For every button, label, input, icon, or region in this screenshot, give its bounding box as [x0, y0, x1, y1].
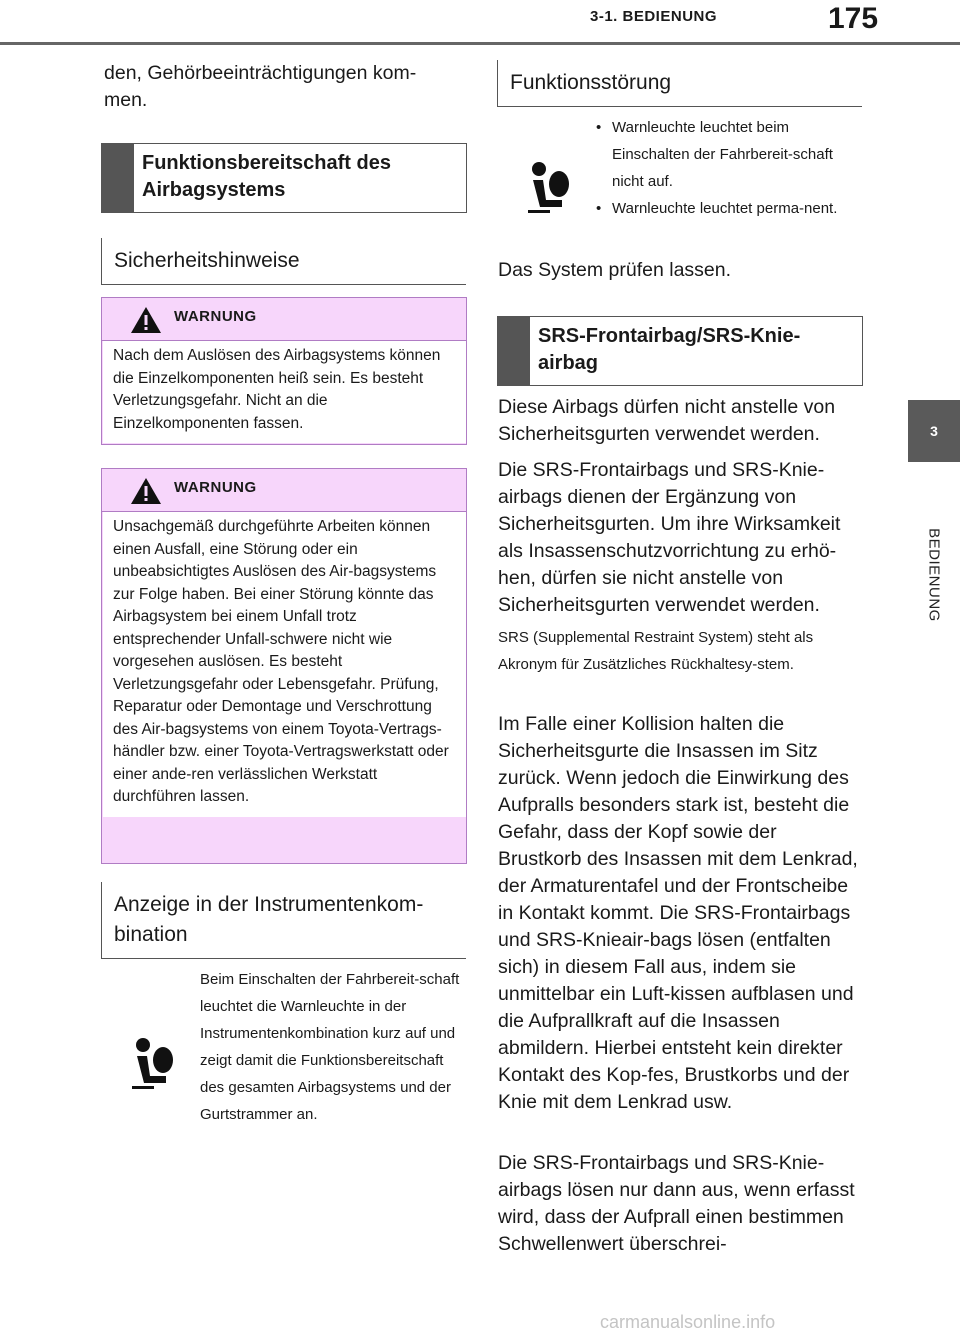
warning-header [102, 469, 466, 512]
warning-triangle-icon [130, 306, 162, 334]
box-heading-srs-airbag [497, 316, 863, 386]
paragraph: Im Falle einer Kollision halten die Sicherheitsgurte die Insassen im Sitz zurück. Wenn jedoch die Einwirkung des Aufpralls besonders stark ist, besteht die Gefahr, dass der Kopf sowie der Brustkorb des Insassen mit dem Lenkrad, der Armaturentafel und der Frontscheibe in Kontakt kommt. Die SRS-Frontairbags und SRS-Knieair-bags lösen (entfalten sich) in diesem Fall aus, indem sie unmittelbar ein Luft-kissen aufblasen und die Aufprallkraft auf die Insassen abmildern. Hierbei entsteht kein direkter Kontakt des Kop-fes, Brustkorbs und der Knie mit dem Lenkrad usw. [498, 713, 858, 1113]
indicator-text: Beim Einschalten der Fahrbereit-schaft leuchtet die Warnleuchte in der Instrumentenkombination kurz auf und zeigt damit die Funktionsbereitschaft des gesamten Airbagsystems und der Gurtstrammer an. [200, 971, 460, 1123]
section-heading-indicator: Anzeige in der Instrumentenkom-bination [101, 882, 466, 959]
airbag-warning-icon [526, 160, 574, 214]
airbag-warning-icon [130, 1036, 178, 1090]
box-heading-title: Funktionsbereitschaft des Airbagsystems [142, 152, 391, 201]
malfunction-list [594, 114, 844, 222]
box-heading-bar [102, 144, 134, 212]
list-item: • Warnleuchte leuchtet beim Einschalten der Fahrbereit-schaft nicht auf. [594, 114, 844, 195]
box-heading-bar [498, 317, 530, 385]
box-heading-airbag-readiness [101, 143, 467, 213]
paragraph: Die SRS-Frontairbags und SRS-Knie-airbags dienen der Ergänzung von Sicherheitsgurten. Um ihre Wirksamkeit als Insassenschutzvorrichtung zu erhö-hen, dürfen sie nicht anstelle von Sicherheitsgurten verwendet werden. [498, 459, 841, 616]
warning-text: Nach dem Auslösen des Airbagsystems können die Einzelkomponenten heiß sein. Es besteht Verletzungsgefahr. Nicht an die Einzelkomponenten fassen. [103, 341, 466, 443]
warning-text: Unsachgemäß durchgeführte Arbeiten können einen Ausfall, eine Störung oder ein unbeabsichtigtes Auslösen des Air-bagsystems zur Folge haben. Bei einer Störung könnte das Airbagsystem bei einem Unfall trotz entsprechender Unfall-schwere nicht wie vorgesehen auslösen. Es besteht Verletzungsgefahr oder Lebensgefahr. Prüfung, Reparatur oder Demontage und Verschrottung des Air-bagsystems von einem Toyota-Vertrags-händler bzw. einer Toyota-Vertragswerkstatt oder einer ande-ren verlässlichen Werkstatt durchführen lassen. [103, 512, 466, 817]
chapter-tab-label: BEDIENUNG [925, 528, 943, 622]
watermark: carmanualsonline.info [600, 1312, 776, 1332]
warning-triangle-icon [130, 477, 162, 505]
chapter-title: 3-1. BEDIENUNG [590, 8, 718, 25]
note-text: SRS (Supplemental Restraint System) steht als Akronym für Zusätzliches Rückhaltesy-stem. [498, 629, 814, 673]
header-rule [0, 42, 960, 45]
page-number: 175 [828, 2, 879, 35]
chapter-tab: 3 [908, 400, 960, 462]
paragraph: Die SRS-Frontairbags und SRS-Knie-airbags lösen nur dann aus, wenn erfasst wird, dass der Aufprall einen bestimmen Schwellenwert überschrei- [498, 1152, 855, 1255]
box-heading-title: SRS-Frontairbag/SRS-Knie-airbag [538, 325, 801, 374]
list-item: • Warnleuchte leuchtet perma-nent. [594, 195, 844, 222]
check-system-text: Das System prüfen lassen. [498, 259, 732, 281]
warning-label: WARNUNG [174, 479, 257, 496]
paragraph: Diese Airbags dürfen nicht anstelle von Sicherheitsgurten verwendet werden. [498, 396, 836, 445]
warning-box-2 [101, 468, 467, 864]
warning-box-1 [101, 297, 467, 445]
section-heading-malfunction: Funktionsstörung [497, 60, 862, 107]
section-heading-safety: Sicherheitshinweise [101, 238, 466, 285]
warning-header [102, 298, 466, 341]
intro-text: den, Gehörbeeinträchtigungen kom-men. [104, 62, 417, 111]
warning-label: WARNUNG [174, 308, 257, 325]
